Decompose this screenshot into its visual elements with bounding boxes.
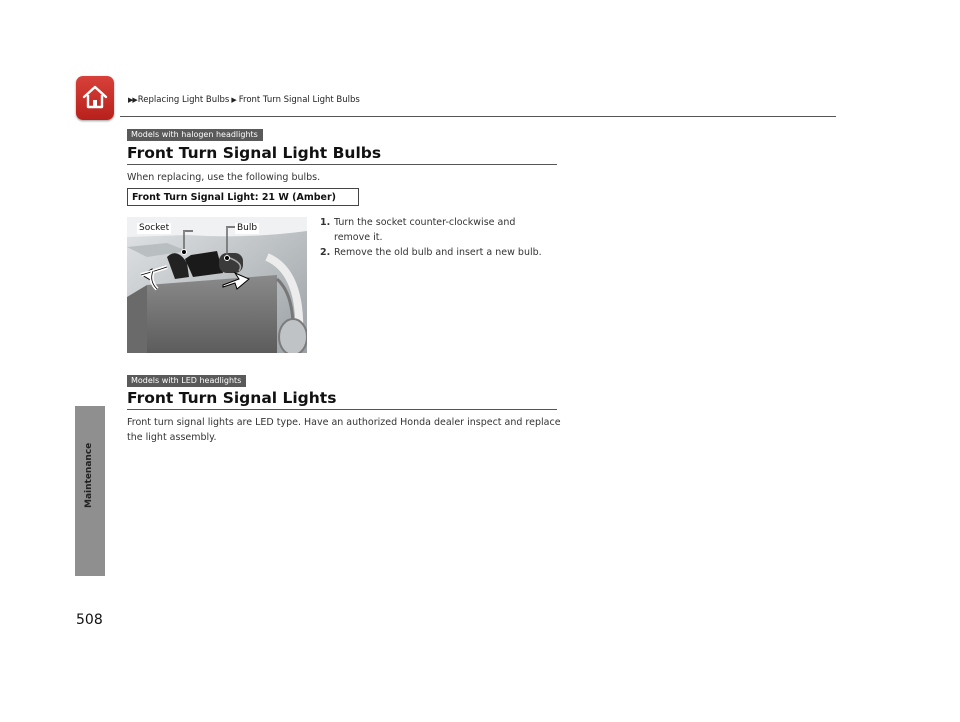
header-divider bbox=[120, 116, 836, 117]
step-number: 2. bbox=[320, 247, 331, 258]
engine-bay-illustration bbox=[127, 217, 307, 353]
step-text: Remove the old bulb and insert a new bulb. bbox=[334, 247, 542, 258]
step-text: Turn the socket counter-clockwise and remove it. bbox=[334, 217, 516, 243]
breadcrumb-current[interactable]: Front Turn Signal Light Bulbs bbox=[238, 95, 360, 105]
step-number: 1. bbox=[320, 217, 331, 228]
triangle-right-icon: ▶ bbox=[231, 96, 237, 104]
led-body-text: Front turn signal lights are LED type. Have an authorized Honda dealer inspect and replace the light assembly. bbox=[127, 417, 561, 443]
page-number: 508 bbox=[76, 612, 103, 628]
socket-label: Socket bbox=[139, 223, 170, 233]
intro-text: When replacing, use the following bulbs. bbox=[127, 172, 321, 183]
side-tab-label: Maintenance bbox=[84, 442, 94, 508]
section-title-bulbs: Front Turn Signal Light Bulbs bbox=[127, 144, 382, 162]
breadcrumb bbox=[128, 95, 360, 105]
bulb-socket-photo bbox=[127, 217, 307, 353]
section-title-led: Front Turn Signal Lights bbox=[127, 389, 337, 407]
section-divider bbox=[127, 164, 557, 165]
home-icon bbox=[81, 83, 109, 111]
bulb-spec-box: Front Turn Signal Light: 21 W (Amber) bbox=[127, 188, 359, 206]
section-divider bbox=[127, 409, 557, 410]
step-2 bbox=[320, 245, 560, 260]
led-models-tag: Models with LED headlights bbox=[127, 375, 246, 387]
step-1 bbox=[320, 215, 560, 245]
halogen-models-tag: Models with halogen headlights bbox=[127, 129, 263, 141]
bulb-label: Bulb bbox=[237, 223, 258, 233]
breadcrumb-link-replacing-light-bulbs[interactable]: Replacing Light Bulbs bbox=[137, 95, 230, 105]
triangle-right-icon: ▶▶ bbox=[128, 96, 137, 104]
home-button[interactable] bbox=[76, 76, 114, 120]
replacement-steps bbox=[320, 215, 560, 260]
